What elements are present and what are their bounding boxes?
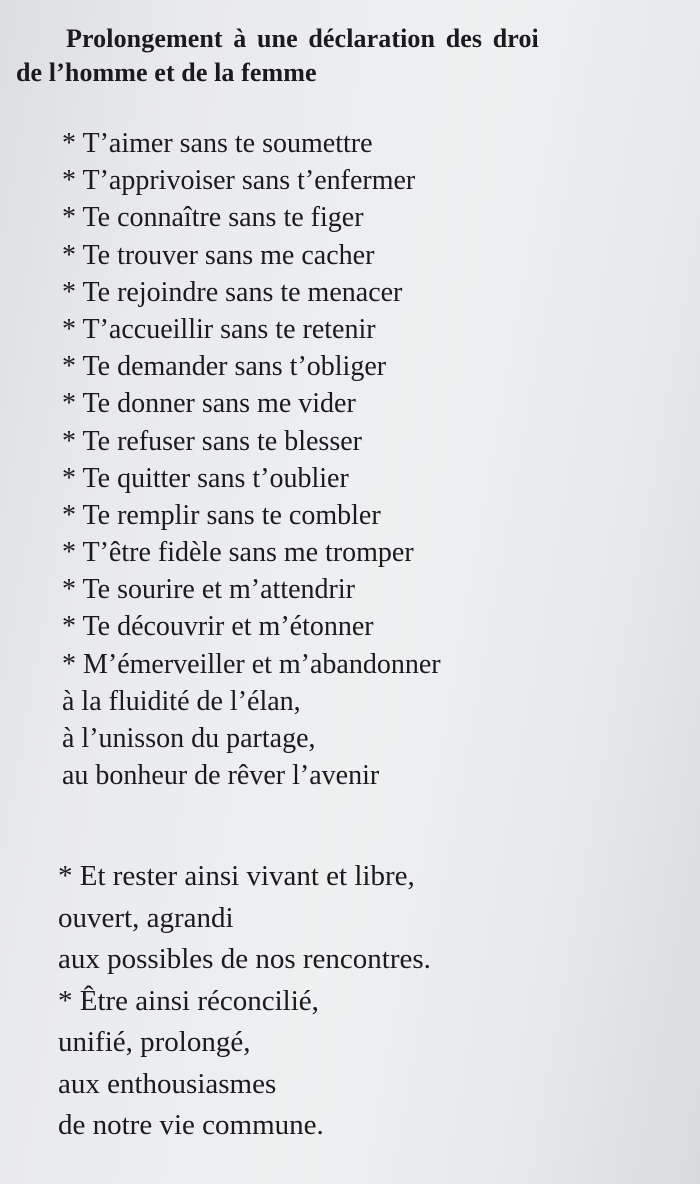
poem-line: * Te demander sans t’obliger: [62, 351, 387, 383]
poem-line: * Te découvrir et m’étonner: [62, 611, 374, 643]
poem-stanza-2: [58, 856, 698, 1147]
poem-line: * Te connaître sans te figer: [62, 202, 364, 234]
page-title: [16, 22, 700, 90]
poem-line: * Te refuser sans te blesser: [62, 425, 362, 457]
poem-line: à la fluidité de l’élan,: [62, 685, 301, 717]
poem-line: * T’accueillir sans te retenir: [62, 313, 376, 345]
title-line-2: de l’homme et de la femme: [16, 58, 317, 87]
title-line-1: Prolongement à une déclaration des droi: [66, 24, 539, 53]
poem-stanza-1: [62, 125, 692, 794]
poem-line: de notre vie commune.: [58, 1109, 324, 1141]
poem-line: * T’être fidèle sans me tromper: [62, 537, 414, 569]
poem-line: * Te rejoindre sans te menacer: [62, 276, 403, 308]
poem-line: unifié, prolongé,: [58, 1026, 251, 1058]
poem-line: * Être ainsi réconcilié,: [58, 984, 319, 1017]
poem-line: aux enthousiasmes: [58, 1067, 277, 1100]
poem-line: aux possibles de nos rencontres.: [58, 943, 431, 975]
poem-line: ouvert, agrandi: [58, 901, 234, 934]
poem-line: * Te trouver sans me cacher: [62, 239, 375, 271]
poem-line: * Te donner sans me vider: [62, 388, 356, 420]
poem-line: au bonheur de rêver l’avenir: [62, 760, 380, 792]
poem-line: * M’émerveiller et m’abandonner: [62, 648, 441, 680]
poem-line: * T’apprivoiser sans t’enfermer: [62, 165, 416, 197]
poem-line: * Te quitter sans t’oublier: [62, 462, 349, 494]
poem-line: * Te remplir sans te combler: [62, 499, 381, 531]
poem-line: à l’unisson du partage,: [62, 723, 316, 754]
poem-line: * T’aimer sans te soumettre: [62, 128, 373, 159]
poem-line: * Et rester ainsi vivant et libre,: [58, 860, 415, 892]
poem-line: * Te sourire et m’attendrir: [62, 574, 355, 606]
